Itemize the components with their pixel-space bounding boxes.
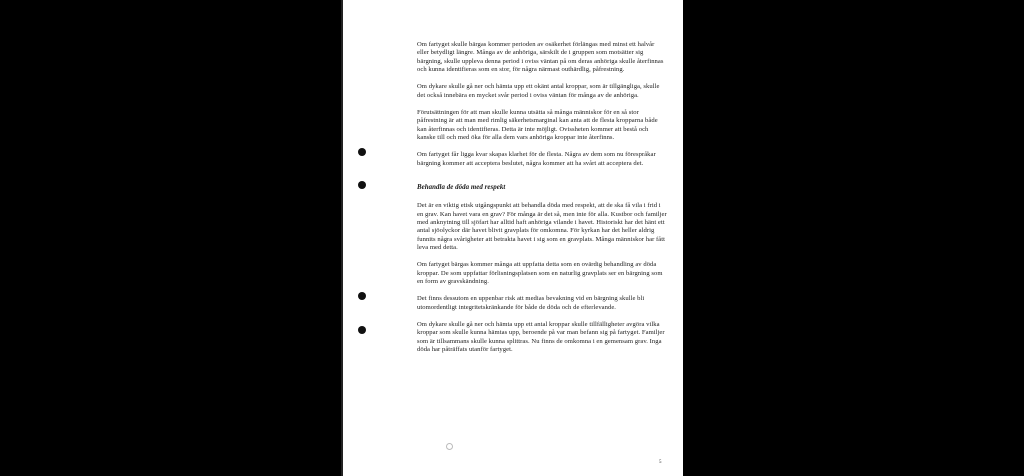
punch-hole-icon: [358, 292, 366, 300]
punch-hole-icon: [358, 326, 366, 334]
page-number: 5: [659, 460, 662, 465]
document-page: [341, 0, 683, 476]
page-edge-shadow: [341, 0, 343, 476]
scan-speck: [446, 443, 453, 450]
paragraph-6: Om fartyget bärgas kommer många att uppfatta detta som en ovärdig behandling av döda kroppar. De som uppfattar förlisningsplatsen som en naturlig gravplats ser en bärgning som en form av gravskändning.: [417, 261, 663, 286]
paragraph-3: Förutsättningen för att man skulle kunna utsätta så många människor för en så stor påfrestning är att man med rimlig säkerhetsmarginal kan anta att de flesta kropparna både kan återfinnas och identifieras. Detta är inte möjligt. Ovissheten kommer att bestå och kanske till och med öka för alla dem vars anhöriga kroppar inte återfinns.: [417, 109, 658, 142]
paragraph-1: Om fartyget skulle bärgas kommer perioden av osäkerhet förlängas med minst ett halvår eller betydligt längre. Många av de anhöriga, särskilt de i gruppen som motsätter sig bärgning, skulle uppleva denna period i oviss väntan på om deras anhöriga skulle återfinnas och kunna identifieras som en stor, för några närmast outhärdlig, påfrestning.: [417, 41, 664, 74]
punch-hole-icon: [358, 148, 366, 156]
paragraph-7: Det finns dessutom en uppenbar risk att medias bevakning vid en bärgning skulle bli utomordentligt integritetskränkande för både de döda och de efterlevande.: [417, 295, 645, 311]
section-heading: Behandla de döda med respekt: [417, 184, 506, 192]
paragraph-8: Om dykare skulle gå ner och hämta upp ett antal kroppar skulle tillfälligheter avgöra vilka kroppar som skulle kunna hämtas upp, beroende på var man befann sig på fartyget. Familjer som är tillsammans skulle kunna splittras. Nu finns de omkomna i en gemensam grav. Inga döda har påträffats utanför fartyget.: [417, 321, 665, 354]
document-body: [417, 41, 667, 363]
punch-hole-icon: [358, 181, 366, 189]
paragraph-5: Det är en viktig etisk utgångspunkt att behandla döda med respekt, att de ska få vila i frid i en grav. Kan havet vara en grav? För många är det så, men inte för alla. Kustbor och familjer med anknytning till sjöfart har alltid haft anhöriga vilande i havet. Historiskt har det hänt ett antal sjöolyckor där havet blivit gravplats för omkomna. För kyrkan har det heller aldrig funnits några svårigheter att betrakta havet i sig som en gravplats. Många människor har fått leva med detta.: [417, 202, 667, 252]
paragraph-4: Om fartyget får ligga kvar skapas klarhet för de flesta. Några av dem som nu förespråkar bärgning kommer att acceptera beslutet, några kommer att ha svårt att acceptera det.: [417, 151, 656, 167]
paragraph-2: Om dykare skulle gå ner och hämta upp ett okänt antal kroppar, som är tillgängliga, skulle det också innebära en mycket svår period i oviss väntan för många av de anhöriga.: [417, 83, 660, 99]
